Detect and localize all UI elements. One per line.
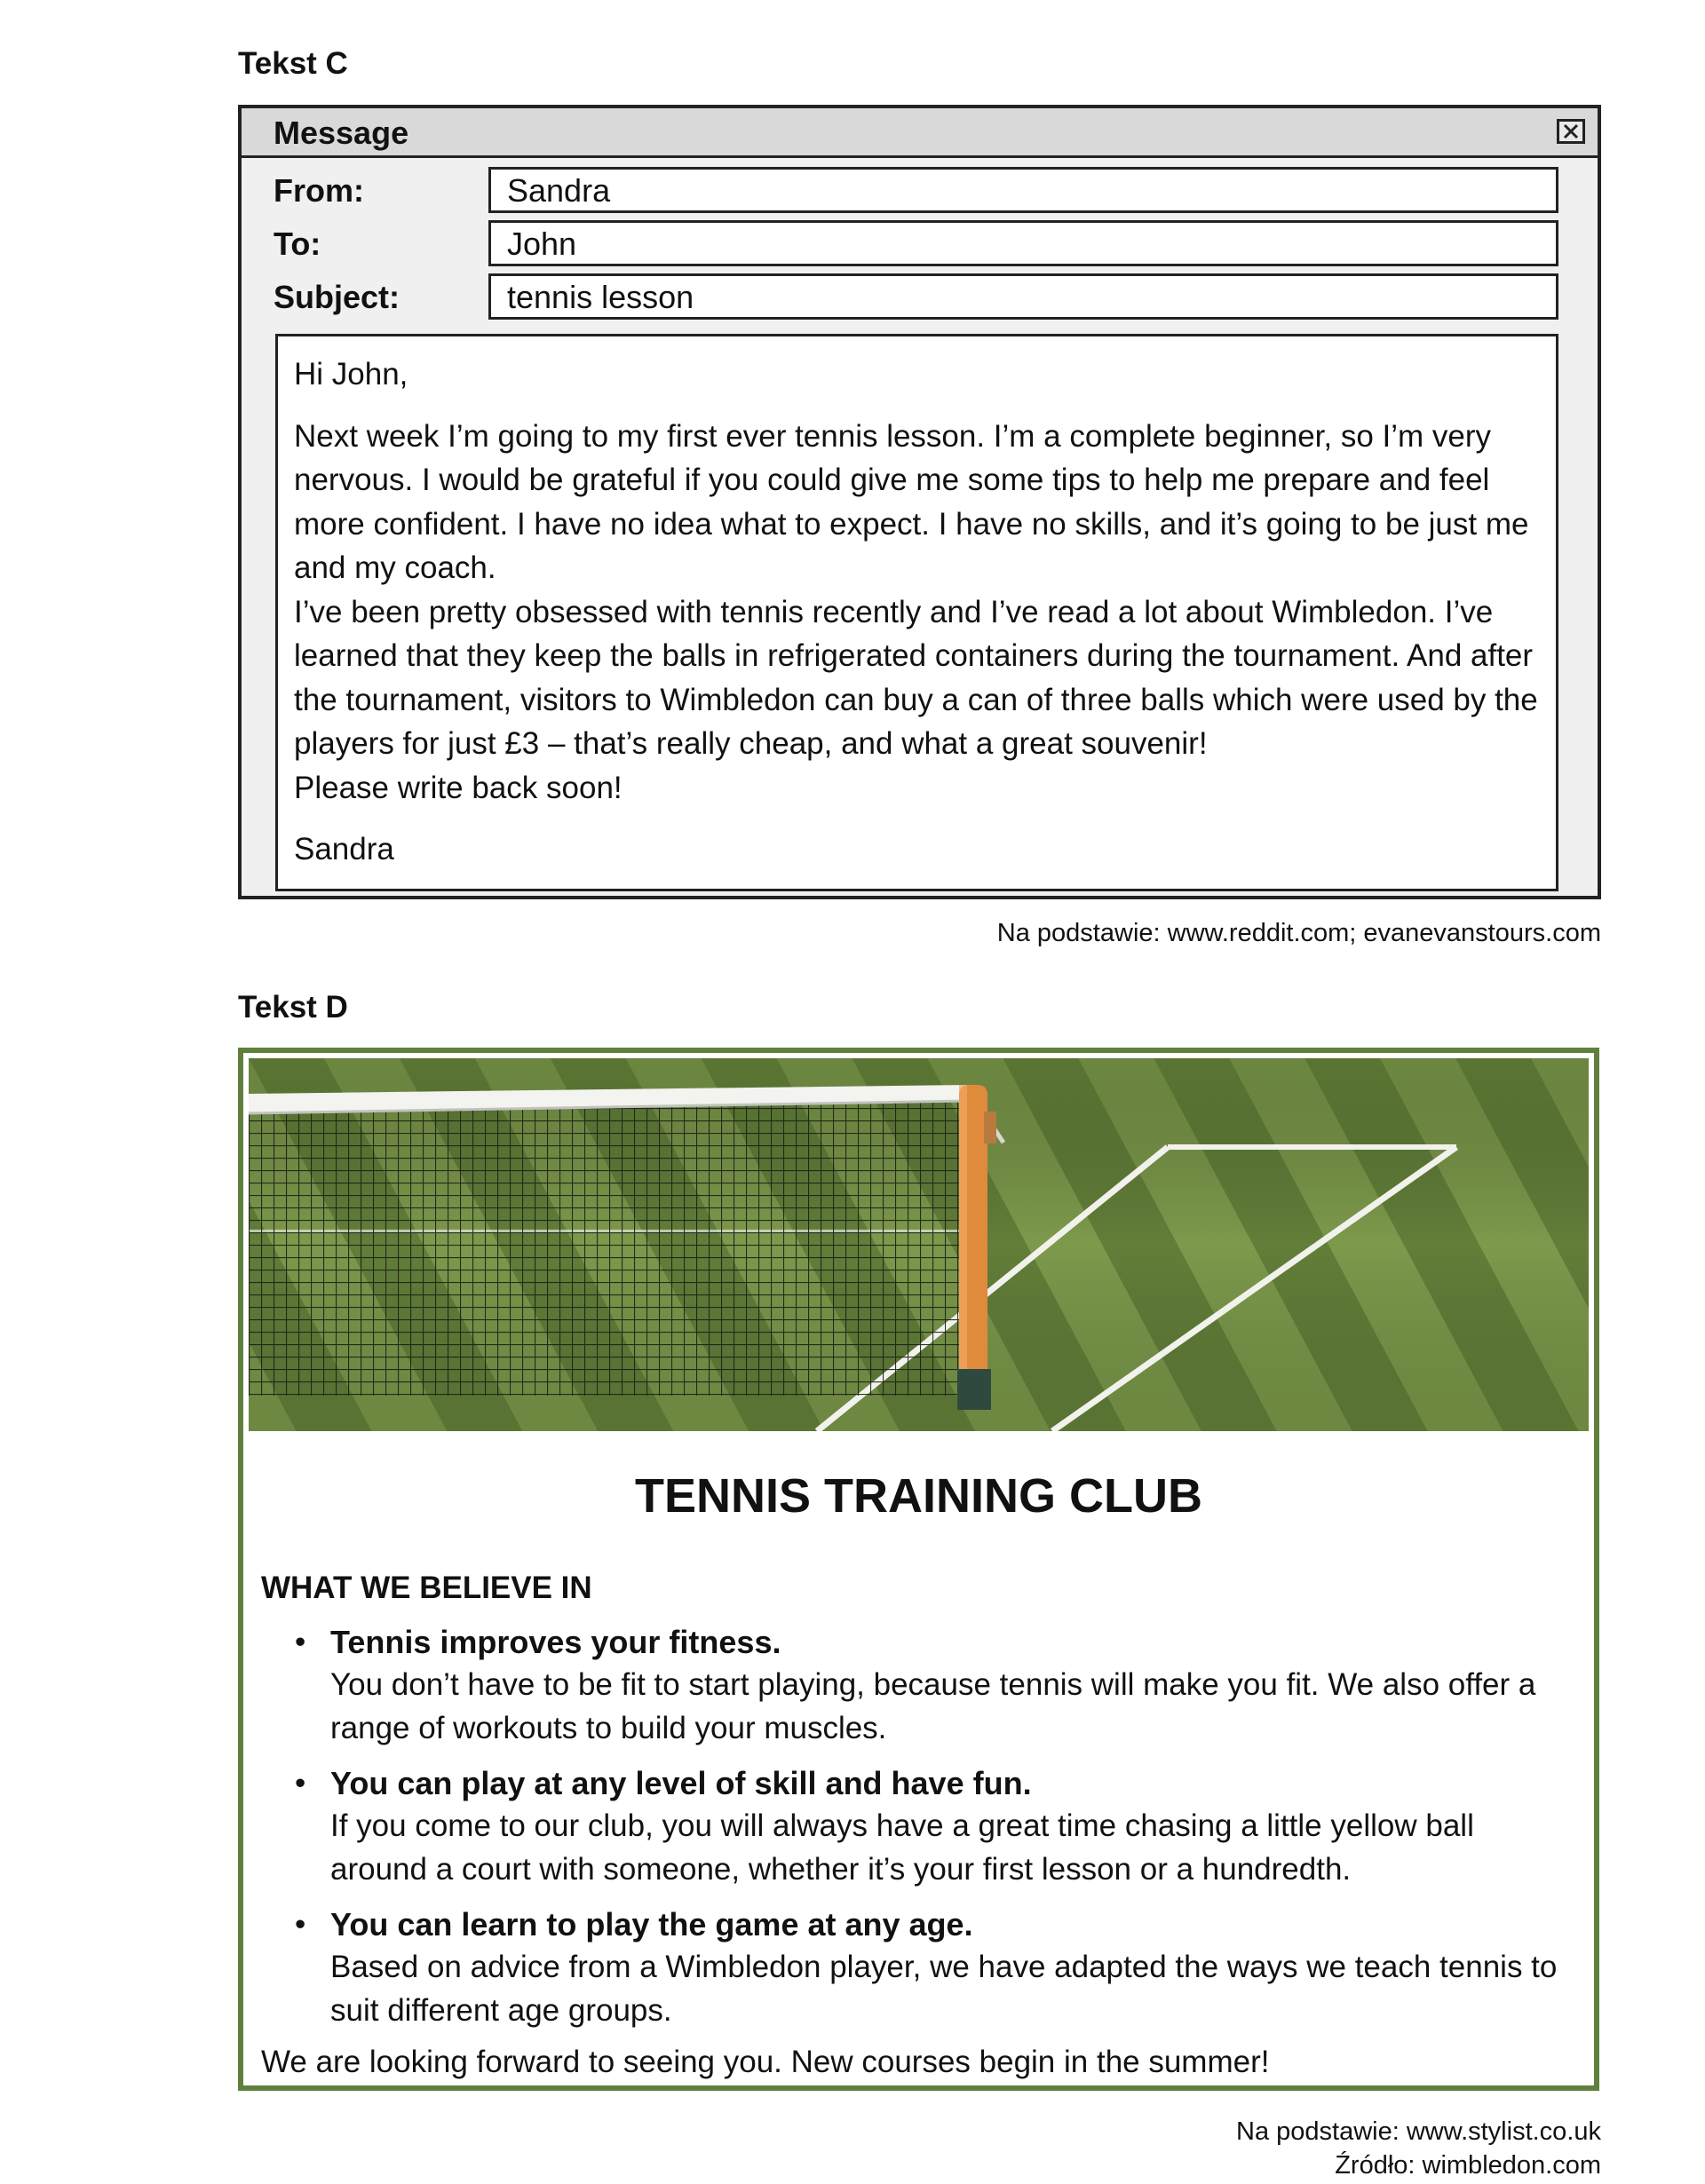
club-title: TENNIS TRAINING CLUB — [635, 1469, 1202, 1523]
bullet-icon: • — [295, 1766, 306, 1800]
belief-text: You don’t have to be fit to start playing, because tennis will make you fit. We also offer a range of workouts to build your muscles. — [330, 1667, 1536, 1745]
message-greeting: Hi John, — [294, 357, 408, 392]
belief-title: Tennis improves your fitness. — [330, 1624, 781, 1660]
close-button[interactable] — [1557, 119, 1585, 144]
belief-text: If you come to our club, you will always have a great time chasing a little yellow ball around a court with someone, whether it’s your first lesson or a hundredth. — [330, 1808, 1474, 1887]
belief-text: Based on advice from a Wimbledon player, we have adapted the ways we teach tennis to suit different age groups. — [330, 1950, 1558, 2028]
source-text-d-line-1: Na podstawie: www.stylist.co.uk — [1236, 2117, 1601, 2146]
tennis-court-photo — [249, 1058, 1589, 1431]
flyer-closing: We are looking forward to seeing you. New courses begin in the summer! — [261, 2045, 1270, 2079]
message-paragraph: Next week I’m going to my first ever tennis lesson. I’m a complete beginner, so I’m very nervous. I would be grateful if you could give me some tips to help me prepare and feel more confident. I have no idea what to expect. I have no skills, and it’s going to be just me and my coach. — [294, 418, 1529, 585]
source-text-d-line-2: Źródło: wimbledon.com — [1335, 2151, 1601, 2180]
section-label-text-c: Tekst C — [238, 46, 348, 81]
close-icon — [1562, 123, 1580, 139]
tennis-club-flyer — [238, 1048, 1599, 2091]
source-text-c: Na podstawie: www.reddit.com; evanevanstours.com — [996, 919, 1601, 947]
from-field[interactable]: Sandra — [488, 167, 1558, 213]
from-label: From: — [274, 172, 364, 209]
belief-title: You can learn to play the game at any age. — [330, 1906, 973, 1943]
bullet-icon: • — [295, 1625, 306, 1659]
message-window-title: Message — [274, 115, 409, 151]
list-item — [261, 1762, 1575, 1891]
bullet-icon: • — [295, 1907, 306, 1942]
message-paragraph-2: I’ve been pretty obsessed with tennis recently and I’ve read a lot about Wimbledon. I’ve learned that they keep the balls in refrigerated containers during the tournament. And after the tournament, visitors to Wimbledon can buy a can of three balls which were used by the players for just £3 – that’s really cheap, and what a great souvenir! — [294, 594, 1538, 761]
message-body[interactable] — [275, 334, 1558, 891]
message-titlebar — [242, 108, 1598, 158]
belief-title: You can play at any level of skill and have fun. — [330, 1765, 1032, 1801]
list-item — [261, 1621, 1575, 1750]
beliefs-list — [261, 1621, 1575, 2045]
message-signature: Sandra — [294, 832, 394, 866]
subject-label: Subject: — [274, 279, 400, 315]
message-closing-line: Please write back soon! — [294, 770, 623, 805]
to-field[interactable]: John — [488, 220, 1558, 266]
subject-field[interactable]: tennis lesson — [488, 273, 1558, 320]
list-item — [261, 1903, 1575, 2032]
to-label: To: — [274, 226, 321, 262]
section-label-text-d: Tekst D — [238, 990, 348, 1025]
beliefs-heading: WHAT WE BELIEVE IN — [261, 1571, 592, 1605]
message-window — [238, 105, 1601, 899]
